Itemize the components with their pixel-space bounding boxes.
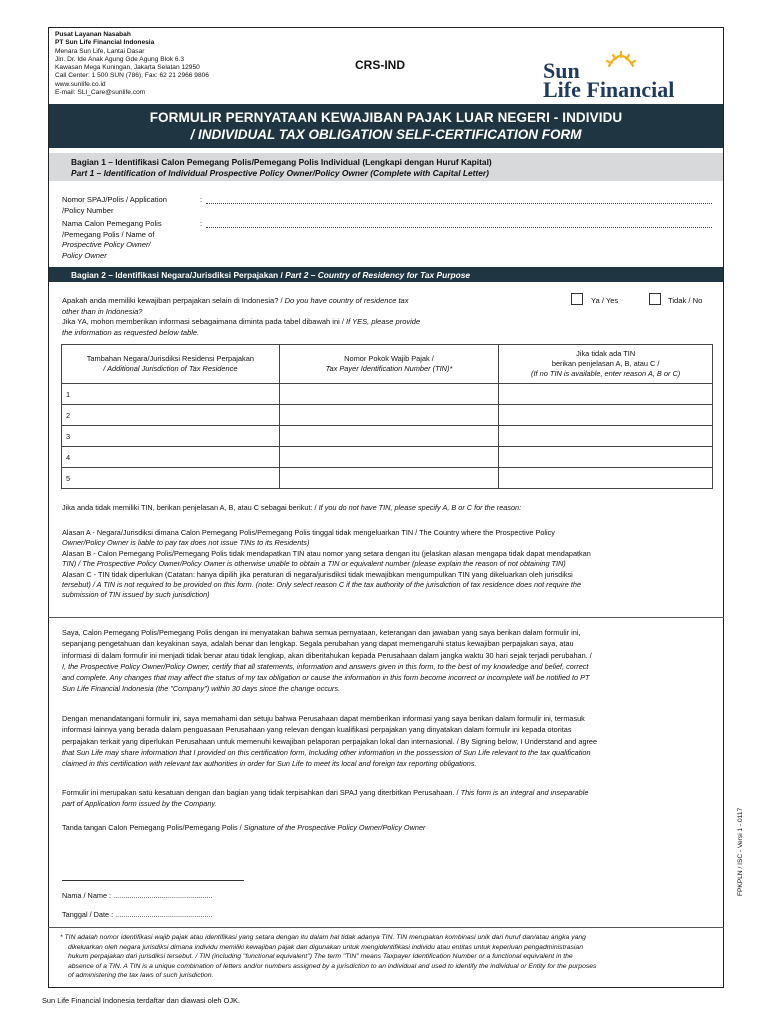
email: E-mail: SLI_Care@sunlife.com — [55, 89, 146, 97]
reason-b-line: Alasan B - Calon Pemegang Polis/Pemegang Polis tidak mendapatkan TIN atau nomor yang setara dengan itu (jelaskan alasan mengapa tidak dapat mendapatkan — [62, 548, 591, 558]
declaration-line: Saya, Calon Pemegang Polis/Pemegang Polis dengan ini menyatakan bahwa semua pernyataan, keterangan dan jawaban yang saya berikan dalam formulir ini, — [62, 628, 581, 637]
form-code: CRS-IND — [355, 58, 405, 72]
reason-intro-en: If you do not have TIN, please specify A, B or C for the reason: — [318, 503, 522, 512]
regulator-footer: Sun Life Financial Indonesia terdaftar dan diawasi oleh OJK. — [42, 996, 241, 1005]
part2-heading-en: Part 2 – Country of Residency for Tax Purpose — [285, 270, 471, 280]
part2-heading-text — [71, 270, 470, 280]
reason-intro-id: Jika anda tidak memiliki TIN, berikan penjelasan A, B, atau C sebagai berikut: / — [62, 503, 319, 512]
table-row — [62, 405, 713, 426]
reason-cell[interactable] — [499, 468, 713, 489]
yes-checkbox[interactable] — [571, 293, 583, 305]
owner-name-field[interactable] — [206, 227, 712, 228]
col-tin-header-id: Nomor Pokok Wajib Pajak / — [344, 354, 434, 363]
owner-name-label — [62, 219, 162, 261]
colon: : — [200, 219, 203, 228]
tin-cell[interactable] — [279, 468, 499, 489]
tax-question — [62, 296, 420, 338]
yes-label: Ya / Yes — [591, 296, 619, 305]
table-header-row — [62, 345, 713, 384]
tax-instruction-en-cont: the information as requested below table. — [62, 327, 200, 337]
logo-text-life: Life Financial — [543, 77, 675, 102]
reason-c-line: tersebut) / A TIN is not required to be provided on this form. (note: Only select reason C if the tax authority of the jurisdiction of tax residence does not require the — [62, 580, 582, 590]
divider — [48, 927, 724, 928]
reason-intro — [62, 503, 712, 513]
col-jurisdiction-header — [62, 345, 280, 384]
address-line: Kawasan Mega Kuningan, Jakarta Selatan 12950 — [55, 64, 200, 72]
signature-label — [62, 823, 712, 833]
integral-statement-line — [62, 787, 712, 798]
form-title-en: / INDIVIDUAL TAX OBLIGATION SELF-CERTIFICATION FORM — [190, 127, 582, 142]
col-reason-header-b: berikan penjelasan A, B, atau C / — [551, 359, 660, 368]
declaration-line: claimed in this certification with relevant tax authorities in order for Sun Life to meet its local and foreign tax reporting obligations. — [62, 759, 477, 769]
footnote-line: of administering the tax laws of such jurisdiction. — [68, 972, 214, 980]
col-reason-header-en: (If no TIN is available, enter reason A, B or C) — [531, 369, 681, 378]
declaration-line: and complete. Any changes that may affect the status of my tax obligation or cause the information in this form become incorrect or incomplete will be notified to PT — [62, 673, 590, 683]
company-name: PT Sun Life Financial Indonesia — [55, 39, 155, 47]
declaration-line: sepanjang pengetahuan dan keyakinan saya, adalah benar dan lengkap. Segala perubahan yang dapat memengaruhi status kewajiban perpajakan saya, atau — [62, 639, 574, 649]
row-number[interactable]: 3 — [62, 426, 280, 447]
sun-icon — [603, 50, 639, 68]
sun-life-logo — [543, 50, 713, 102]
colon: : — [200, 195, 203, 204]
no-label: Tidak / No — [668, 296, 703, 305]
signature-label-en: Signature of the Prospective Policy Owner/Policy Owner — [243, 823, 426, 832]
divider — [48, 617, 724, 618]
integral-statement-id: Formulir ini merupakan satu kesatuan dengan dan bagian yang tidak terpisahkan dari SPAJ yang diterbitkan Perusahaan. / — [62, 788, 461, 797]
part1-heading-id: Bagian 1 – Identifikasi Calon Pemegang Polis/Pemegang Polis Individual (Lengkapi dengan Huruf Kapital) — [71, 157, 492, 167]
tin-footnote — [60, 933, 714, 981]
table-row — [62, 447, 713, 468]
tin-cell[interactable] — [279, 405, 499, 426]
tin-cell[interactable] — [279, 384, 499, 405]
row-number[interactable]: 1 — [62, 384, 280, 405]
owner-name-label-line: /Pemegang Polis / Name of — [62, 229, 155, 239]
tax-instruction-id: Jika YA, mohon memberikan informasi sebagaimana diminta pada tabel dibawah ini / — [62, 317, 347, 326]
owner-name-label-line: Policy Owner — [62, 250, 107, 260]
table-row — [62, 468, 713, 489]
declaration-line: I, the Prospective Policy Owner/Policy Owner, certify that all statements, information and answers given in this form, to the best of my knowledge and belief, correct — [62, 661, 589, 671]
integral-statement — [62, 787, 712, 810]
contact-block — [55, 31, 209, 97]
website: www.sunlife.co.id — [55, 80, 106, 88]
tax-question-line — [62, 296, 420, 307]
address-line: Menara Sun Life, Lantai Dasar — [55, 47, 145, 55]
reason-b-line: TIN) / The Prospective Policy Owner/Policy Owner is otherwise unable to obtain a TIN or equivalent number (please explain the reason of not obtaining TIN) — [62, 559, 566, 569]
no-checkbox[interactable] — [649, 293, 661, 305]
footnote-line: * TIN adalah nomor identifikasi wajib pajak atau identifikasi yang setara dengan itu dalam hal tidak adanya TIN. TIN merupakan kombinasi unik dari huruf dan/atau angka yang — [60, 934, 586, 941]
declaration-line: informasi lainnya yang berada dalam penguasaan Perusahaan yang relevan dengan kualifikasi perpajakan yang dinyatakan dalam formulir ini kepada otoritas — [62, 725, 572, 735]
part2-heading — [49, 267, 723, 282]
form-title-bar — [49, 104, 723, 148]
footnote-line: absence of a TIN. A TIN is a unique combination of letters and/or numbers assigned by a jurisdiction to an individual and used to identify the individual or Entity for the purposes — [68, 962, 597, 970]
date-field[interactable]: Tanggal / Date : ................................................ — [62, 910, 213, 919]
tax-question-en: Do you have country of residence tax — [284, 296, 409, 305]
logo-text-sun: Sun — [543, 58, 580, 83]
tax-question-en-cont: other than in Indonesia? — [62, 306, 143, 316]
declaration-line: that Sun Life may share information that I provided on this certification form, Including other information in the possession of Sun Life relevant to the tax qualification — [62, 747, 591, 757]
policy-number-field[interactable] — [206, 203, 712, 204]
declaration-paragraph-1 — [62, 627, 712, 695]
tax-question-id: Apakah anda memiliki kewajiban perpajakan selain di Indonesia? / — [62, 296, 285, 305]
tin-cell[interactable] — [279, 426, 499, 447]
integral-statement-en: This form is an integral and inseparable — [460, 788, 589, 797]
reason-a-line: Owner/Policy Owner is liable to pay tax does not issue TINs to its Residents) — [62, 538, 310, 548]
address-line: Jln. Dr. Ide Anak Agung Gde Agung Blok 6.3 — [55, 55, 185, 63]
row-number[interactable]: 5 — [62, 468, 280, 489]
footnote-line: hukum perpajakan dari jurisdiksi tersebut. / TIN (including "functional equivalent") The term "TIN" means Taxpayer Identification Number or a functional equivalent in the — [68, 953, 573, 961]
part1-heading — [49, 153, 723, 181]
declaration-line: informasi di dalam formulir ini menjadi tidak benar atau tidak lengkap, akan diberitahukan kepada Perusahaan dalam jangka waktu 30 hari sejak terjadi perubahan. / — [62, 650, 592, 660]
reason-cell[interactable] — [499, 384, 713, 405]
reason-a-line: Alasan A - Negara/Jurisdiksi dimana Calon Pemegang Polis/Pemegang Polis tinggal tidak mengeluarkan TIN / The Country where the Prospective Policy — [62, 528, 555, 537]
declaration-paragraph-2 — [62, 713, 712, 769]
col-reason-header-a: Jika tidak ada TIN — [576, 349, 636, 358]
signature-line[interactable] — [62, 880, 244, 881]
reason-c-line: submission of TIN issued by such jurisdiction) — [62, 590, 210, 600]
declaration-line: Dengan menandatangani formulir ini, saya memahami dan setuju bahwa Perusahaan dapat memberikan informasi yang saya berikan dalam formulir ini, termasuk — [62, 714, 585, 723]
reason-c-line: Alasan C - TIN tidak diperlukan (Catatan: hanya dipilih jika peraturan di negara/jurisdiksi tidak mewajibkan mengumpulkan TIN yang dikeluarkan oleh jurisdiksi — [62, 569, 573, 579]
part1-heading-en: Part 1 – Identification of Individual Prospective Policy Owner/Policy Owner (Complete with Capital Letter) — [71, 168, 489, 178]
signature-label-id: Tanda tangan Calon Pemegang Polis/Pemegang Polis / — [62, 823, 244, 832]
col-jurisdiction-header-en: / Additional Jurisdiction of Tax Residence — [103, 364, 238, 373]
call-center: Call Center: 1 500 SUN (786), Fax: 62 21 2966 9806 — [55, 72, 209, 80]
table-row — [62, 384, 713, 405]
table-row — [62, 426, 713, 447]
tin-cell[interactable] — [279, 447, 499, 468]
name-field[interactable]: Nama / Name : ................................................. — [62, 891, 213, 900]
col-reason-header — [499, 345, 713, 384]
owner-name-label-line: Prospective Policy Owner/ — [62, 240, 151, 249]
col-jurisdiction-header-id: Tambahan Negara/Jurisdiksi Residensi Perpajakan — [86, 354, 254, 363]
office-name: Pusat Layanan Nasabah — [55, 31, 131, 38]
reason-list — [62, 528, 712, 601]
form-version-code: FPKPLN / ISC - Versi 1 - 0117 — [737, 807, 744, 896]
tax-instruction-line — [62, 317, 420, 328]
reason-cell[interactable] — [499, 405, 713, 426]
tax-residence-table — [61, 344, 713, 489]
policy-number-label-line: Nomor SPAJ/Polis / Application — [62, 195, 167, 204]
row-number[interactable]: 2 — [62, 405, 280, 426]
part2-heading-id: Bagian 2 – Identifikasi Negara/Jurisdiksi Perpajakan / — [71, 270, 286, 280]
reason-cell[interactable] — [499, 426, 713, 447]
declaration-line: perpajakan terkait yang diperlukan Perusahaan untuk memenuhi kewajiban pelaporan perpajakan lokal dan internasional. / By Signing below, I Understand and agree — [62, 736, 598, 746]
policy-number-label — [62, 195, 167, 216]
col-tin-header-en: Tax Payer Identification Number (TIN)* — [325, 364, 453, 373]
row-number[interactable]: 4 — [62, 447, 280, 468]
owner-name-label-line: Nama Calon Pemegang Polis — [62, 219, 162, 228]
tax-instruction-en: If YES, please provide — [346, 317, 421, 326]
declaration-line: Sun Life Financial Indonesia (the "Company") within 30 days since the change occurs. — [62, 684, 341, 694]
footnote-line: dikeluarkan oleh negara jurisdiksi dimana individu memiliki kewajiban pajak dan digunakan untuk mengidentifikasi individu atau entitas untuk keperluan pengadministrasian — [68, 943, 583, 951]
integral-statement-en-cont: part of Application form issued by the Company. — [62, 799, 217, 809]
policy-number-label-line: /Policy Number — [62, 205, 114, 215]
reason-cell[interactable] — [499, 447, 713, 468]
form-title-id: FORMULIR PERNYATAAN KEWAJIBAN PAJAK LUAR NEGERI - INDIVIDU — [149, 110, 623, 125]
col-tin-header — [279, 345, 499, 384]
